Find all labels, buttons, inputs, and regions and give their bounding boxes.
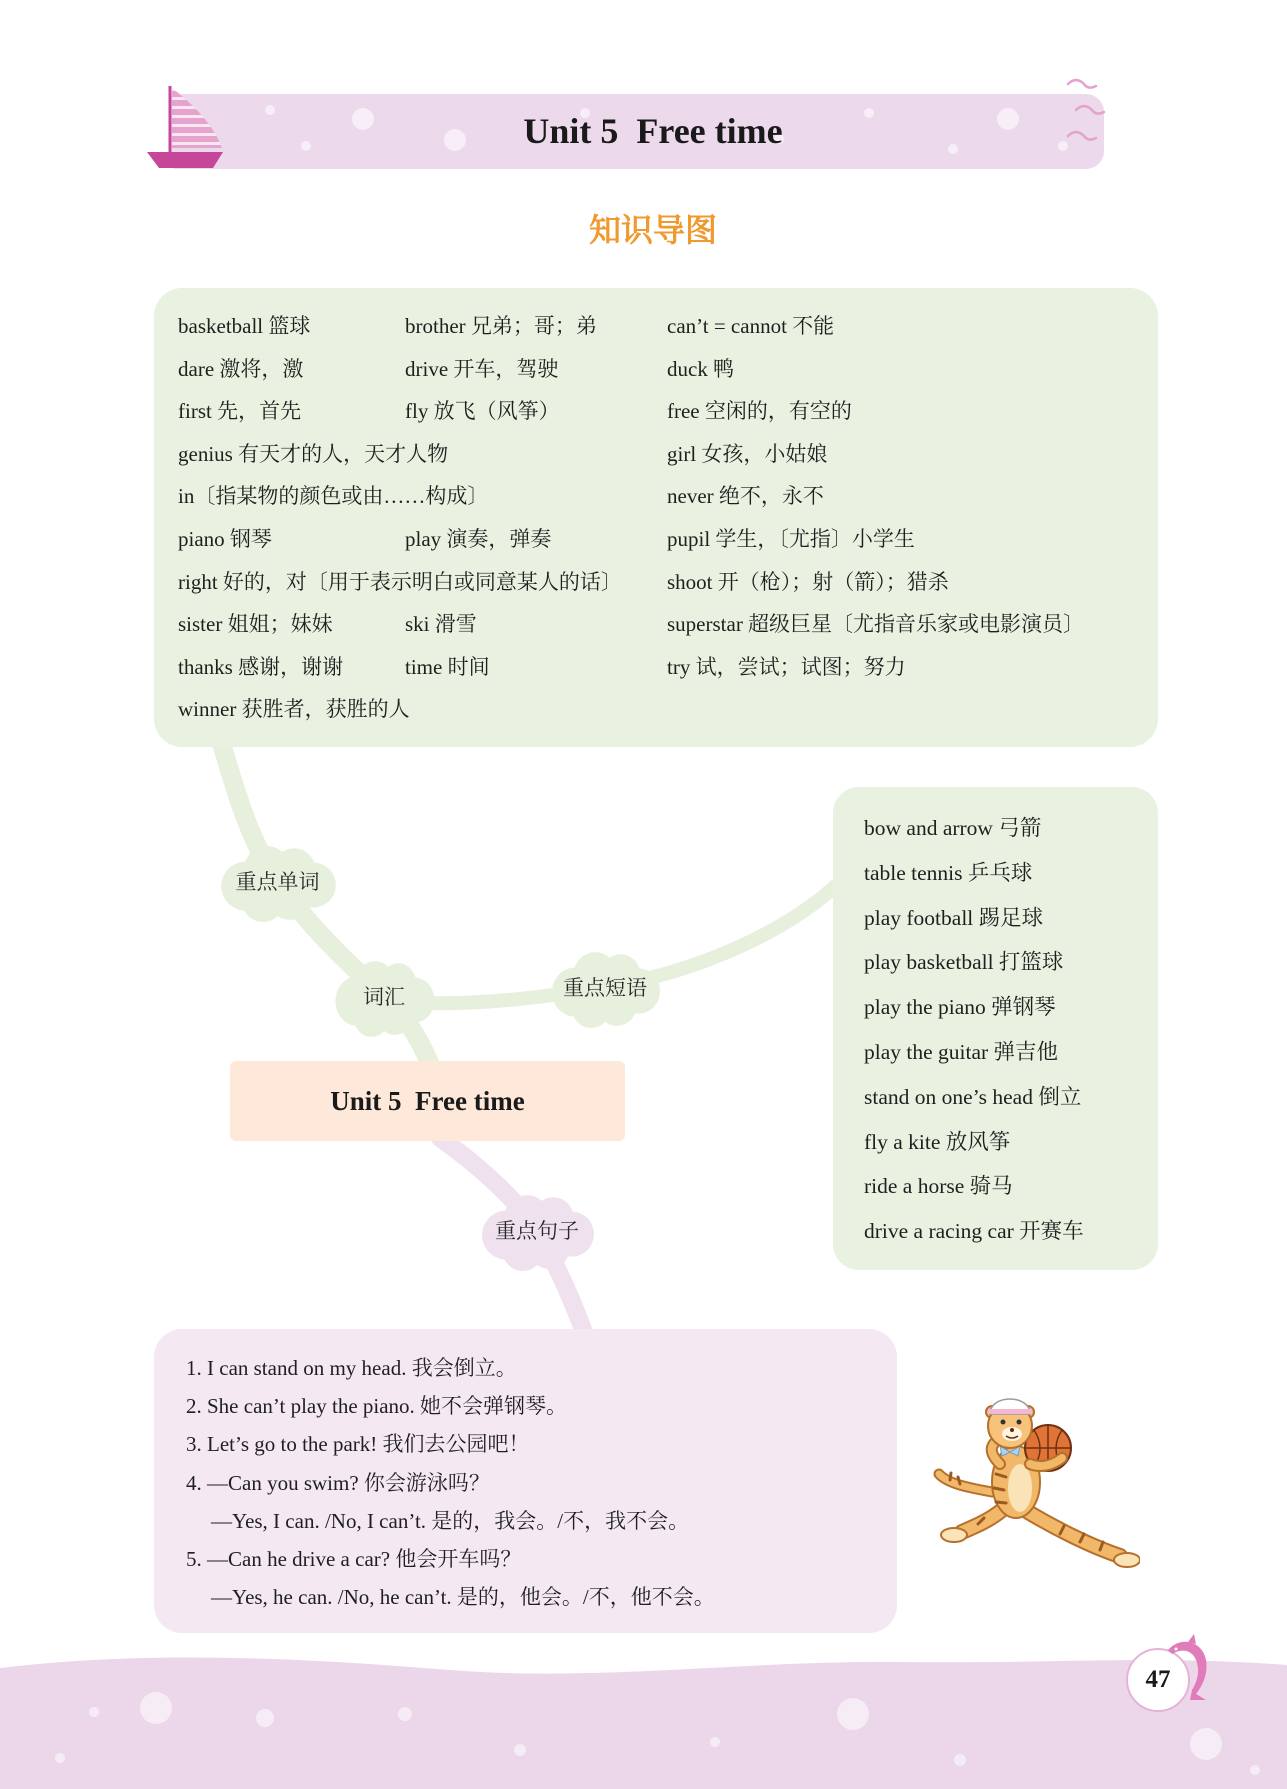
vocab-entry: piano 钢琴 bbox=[178, 526, 272, 551]
vocab-row bbox=[178, 603, 1084, 646]
phrase-item: drive a racing car 开赛车 bbox=[864, 1219, 1084, 1244]
dolphin-eye bbox=[1175, 1648, 1178, 1651]
vocab-entry: pupil 学生，〔尤指〕小学生 bbox=[667, 526, 915, 551]
dolphin-body bbox=[1168, 1642, 1207, 1700]
phrases-list bbox=[864, 806, 1084, 1254]
phrase-item: table tennis 乒乓球 bbox=[864, 860, 1033, 885]
sailboat-icon bbox=[145, 82, 225, 172]
cloud-label-key-sentences: 重点句子 bbox=[495, 1219, 579, 1243]
vocab-entry: winner 获胜者，获胜的人 bbox=[178, 697, 410, 722]
key-phrases-panel bbox=[833, 787, 1158, 1270]
vocab-entry: duck 鸭 bbox=[667, 356, 735, 381]
vocab-entry: genius 有天才的人，天才人物 bbox=[178, 441, 449, 466]
cloud-label-key-words: 重点单词 bbox=[235, 870, 320, 894]
vocab-entry: play 演奏，弹奏 bbox=[405, 526, 552, 551]
tiger-legs bbox=[941, 1510, 1140, 1567]
vocab-row bbox=[178, 348, 1084, 391]
vocab-row bbox=[178, 518, 1084, 561]
vocab-entry: never 绝不，永不 bbox=[667, 484, 824, 509]
phrase-item: ride a horse 骑马 bbox=[864, 1174, 1013, 1199]
vocab-entry: can’t = cannot 不能 bbox=[667, 314, 835, 338]
page-title: Unit 5 Free time bbox=[523, 111, 783, 151]
sentence-item: 1. I can stand on my head. 我会倒立。 bbox=[186, 1356, 517, 1380]
vocab-row bbox=[178, 475, 1084, 518]
vocab-entry: sister 姐姐；妹妹 bbox=[178, 612, 333, 637]
mindmap-cloud-vocab bbox=[330, 955, 438, 1037]
dolphin-icon bbox=[1160, 1632, 1215, 1704]
vocab-entry: dare 激将，激 bbox=[178, 356, 304, 381]
section-title: 知识导图 bbox=[588, 212, 717, 248]
vocab-entry: shoot 开（枪）；射（箭）；猎杀 bbox=[667, 569, 949, 594]
phrase-item: play the guitar 弹吉他 bbox=[864, 1039, 1059, 1064]
phrase-item: stand on one’s head 倒立 bbox=[864, 1084, 1082, 1109]
vocab-list bbox=[178, 305, 1084, 731]
tiger-basketball-illustration bbox=[930, 1384, 1140, 1572]
vocab-cell-spacer bbox=[405, 433, 667, 476]
phrase-item: play the piano 弹钢琴 bbox=[864, 995, 1056, 1020]
vocab-row bbox=[178, 305, 1084, 348]
phrase-item: bow and arrow 弓箭 bbox=[864, 816, 1042, 840]
phrase-item: fly a kite 放风筝 bbox=[864, 1129, 1011, 1154]
vocab-entry: time 时间 bbox=[405, 654, 490, 679]
sentence-item: 5. —Can he drive a car? 他会开车吗？ bbox=[186, 1546, 522, 1571]
tiger-tail bbox=[939, 1474, 992, 1492]
mindmap-center-title: Unit 5 Free time bbox=[230, 1061, 625, 1141]
vocab-entry: brother 兄弟；哥；弟 bbox=[405, 314, 597, 338]
footer-wave bbox=[0, 1640, 1287, 1789]
vocab-row bbox=[178, 646, 1084, 689]
sentence-item: 2. She can’t play the piano. 她不会弹钢琴。 bbox=[186, 1394, 568, 1419]
vocab-entry: in〔指某物的颜色或由……构成〕 bbox=[178, 484, 489, 509]
vocab-row bbox=[178, 433, 1084, 476]
hull bbox=[147, 152, 223, 168]
vocab-row bbox=[178, 561, 1084, 604]
mindmap-cloud-key-words bbox=[215, 840, 340, 922]
footer-wave-shape bbox=[0, 1657, 1287, 1789]
vocab-entry: first 先，首先 bbox=[178, 399, 302, 424]
key-words-panel bbox=[154, 288, 1158, 747]
vocab-entry: girl 女孩，小姑娘 bbox=[667, 441, 828, 466]
vocab-entry: drive 开车，驾驶 bbox=[405, 356, 559, 381]
wave-curl-decoration bbox=[1062, 74, 1112, 152]
vocab-entry: thanks 感谢，谢谢 bbox=[178, 654, 344, 679]
wave-curls bbox=[1068, 80, 1104, 140]
mindmap-cloud-key-sentences bbox=[476, 1189, 598, 1271]
sentence-answer: —Yes, I can. /No, I can’t. 是的，我会。/不，我不会。 bbox=[211, 1508, 690, 1533]
vocab-entry: free 空闲的，有空的 bbox=[667, 399, 852, 424]
key-sentences-panel bbox=[154, 1329, 897, 1633]
vocab-row bbox=[178, 688, 1084, 731]
sail bbox=[172, 88, 222, 148]
vocab-entry: try 试，尝试；试图；努力 bbox=[667, 654, 906, 679]
cloud-label-vocab: 词汇 bbox=[363, 985, 405, 1009]
vocab-entry: superstar 超级巨星〔尤指音乐家或电影演员〕 bbox=[667, 612, 1085, 637]
sentences-list bbox=[186, 1349, 715, 1616]
vocab-cell-spacer bbox=[405, 475, 667, 518]
vocab-entry: basketball 篮球 bbox=[178, 314, 311, 338]
sentence-item: 4. —Can you swim? 你会游泳吗？ bbox=[186, 1470, 490, 1495]
vocab-entry: ski 滑雪 bbox=[405, 612, 477, 637]
tiger-head bbox=[986, 1399, 1034, 1448]
vocab-entry: right 好的，对〔用于表示明白或同意某人的话〕 bbox=[178, 569, 622, 594]
cloud-label-key-phrases: 重点短语 bbox=[563, 976, 647, 1000]
mindmap-cloud-key-phrases bbox=[546, 946, 664, 1028]
vocab-row bbox=[178, 390, 1084, 433]
sentence-item: 3. Let’s go to the park! 我们去公园吧！ bbox=[186, 1432, 530, 1457]
vocab-cell-spacer bbox=[405, 561, 667, 604]
phrase-item: play football 踢足球 bbox=[864, 905, 1044, 930]
phrase-item: play basketball 打篮球 bbox=[864, 950, 1064, 975]
vocab-entry: fly 放飞（风筝） bbox=[405, 399, 560, 424]
sentence-answer: —Yes, he can. /No, he can’t. 是的，他会。/不，他不会。 bbox=[211, 1585, 715, 1610]
page-number: 47 bbox=[1126, 1648, 1190, 1712]
